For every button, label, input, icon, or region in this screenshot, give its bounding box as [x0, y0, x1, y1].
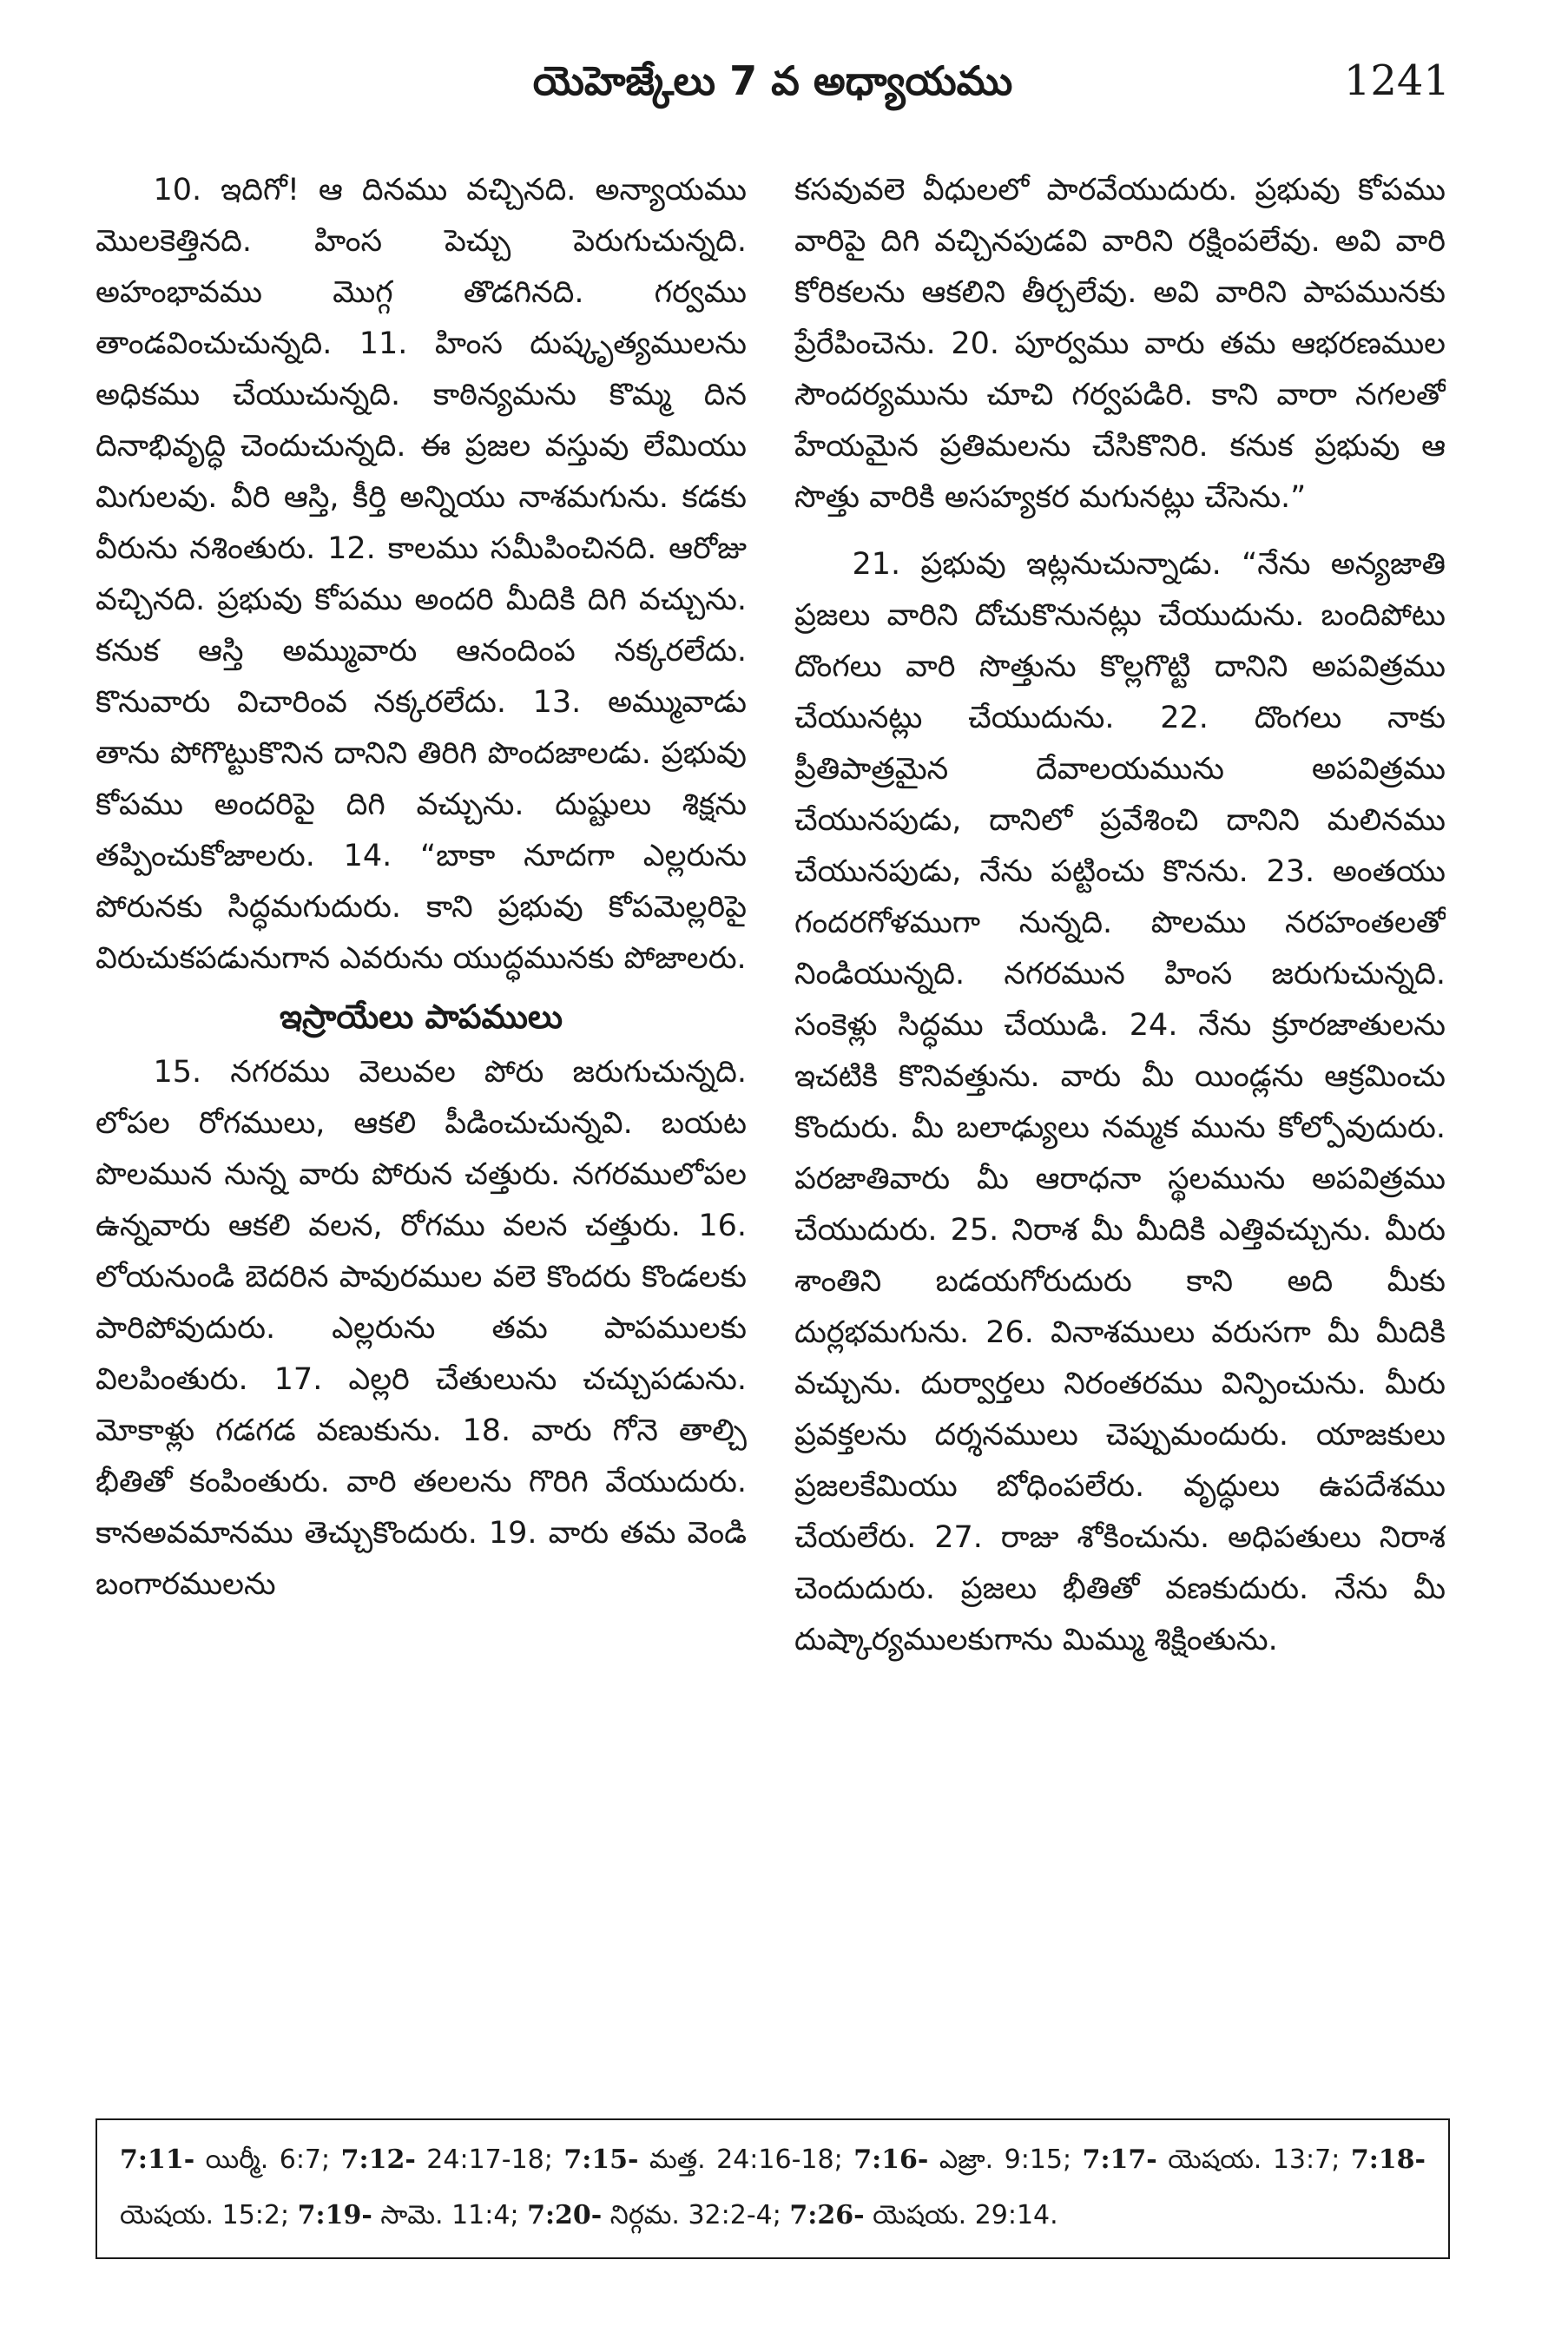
verses-21-27: 21. ప్రభువు ఇట్లనుచున్నాడు. “నేను అన్యజాతి ప్రజలు వారిని దోచుకొనునట్లు చేయుదును. బందిపోటు దొంగలు వారి సొత్తును కొల్లగొట్టి దానిని అపవిత్రము చేయునట్లు చేయుదును. 22. దొంగలు నాకు ప్రీతిపాత్రమైన దేవాలయమును అపవిత్రము చేయునపుడు, దానిలో ప్రవేశించి దానిని మలినము చేయునపుడు, నేను పట్టించు కొనను. 23. అంతయు గందరగోళముగా నున్నది. పొలము నరహంతలతో నిండియున్నది. నగరమున హింస జరుగుచున్నది. సంకెళ్లు సిద్ధము చేయుడి. 24. నేను క్రూరజాతులను ఇచటికి కొనివత్తును. వారు మీ యిండ్లను ఆక్రమించు కొందురు. మీ బలాఢ్యులు నమ్మక మును కోల్పోవుదురు. పరజాతివారు మీ ఆరాధనా స్థలమును అపవిత్రము చేయుదురు. 25. నిరాశ మీ మీదికి ఎత్తివచ్చును. మీరు శాంతిని బడయగోరుదురు కాని అది మీకు దుర్లభమగును. 26. వినాశములు వరుసగా మీ మీదికి వచ్చును. దుర్వార్తలు నిరంతరము విన్పించును. మీరు ప్రవక్తలను దర్శనములు చెప్పుమందురు. యాజకులు ప్రజలకేమియు బోధింపలేరు. వృద్ధులు ఉపదేశము చేయలేరు. 27. రాజు శోకించును. అధిపతులు నిరాశ చెందుదురు. ప్రజలు భీతితో వణకుదురు. నేను మీ దుష్కార్యములకుగాను మిమ్ము శిక్షింతును.	[794, 547, 1446, 1657]
page-number: 1241	[1343, 56, 1450, 105]
footnote-entry	[341, 2144, 564, 2175]
footnote-ref: 7:12-	[340, 2144, 416, 2175]
paragraph-gap	[794, 524, 1446, 539]
chapter-title: యెహెజ్కేలు 7 వ అధ్యాయము	[532, 57, 1013, 104]
footnote-ref: 7:17-	[1082, 2144, 1157, 2175]
left-column	[96, 165, 747, 2075]
footnote-ref: 7:26-	[789, 2200, 865, 2230]
verses-15-19: 15. నగరము వెలువల పోరు జరుగుచున్నది. లోపల రోగములు, ఆకలి పీడించుచున్నవి. బయట పొలమున నున్న వారు పోరున చత్తురు. నగరములోపల ఉన్నవారు ఆకలి వలన, రోగము వలన చత్తురు. 16. లోయనుండి బెదరిన పావురముల వలె కొందరు కొండలకు పారిపోవుదురు. ఎల్లరును తమ పాపములకు విలపింతురు. 17. ఎల్లరి చేతులును చచ్చుపడును. మోకాళ్లు గడగడ వణుకును. 18. వారు గోనె తాల్చి భీతితో కంపింతురు. వారి తలలను గొరిగి వేయుదురు. కానఅవమానము తెచ్చుకొందురు. 19. వారు తమ వెండి బంగారములను	[96, 1055, 747, 1602]
footnote-text: ఎజ్రా. 9:15;	[928, 2144, 1083, 2175]
footnote-ref: 7:15-	[563, 2144, 639, 2175]
footnote-text: యెషయ. 29:14.	[864, 2200, 1058, 2230]
page-header	[96, 50, 1450, 120]
footnote-text: 24:17-18;	[415, 2144, 564, 2175]
footnote-text: నిర్గమ. 32:2-4;	[602, 2200, 790, 2230]
section-heading: ఇస్రాయేలు పాపములు	[279, 998, 563, 1036]
right-column	[794, 165, 1446, 2075]
footnote-entry	[298, 2200, 527, 2230]
footnote-text: యిర్మీ. 6:7;	[194, 2144, 341, 2175]
footnote-text: యెషయ. 15:2;	[120, 2200, 298, 2230]
footnote-text: సామె. 11:4;	[372, 2200, 528, 2230]
footnote-ref: 7:19-	[297, 2200, 372, 2230]
footnote-entry	[853, 2144, 1082, 2175]
verses-10-19: 10. ఇదిగో! ఆ దినము వచ్చినది. అన్యాయము మొలకెత్తినది. హింస పెచ్చు పెరుగుచున్నది. అహంభావము మొగ్గ తొడగినది. గర్వము తాండవించుచున్నది. 11. హింస దుష్కృత్యములను అధికము చేయుచున్నది. కాఠిన్యమను కొమ్మ దిన దినాభివృద్ధి చెందుచున్నది. ఈ ప్రజల వస్తువు లేమియు మిగులవు. వీరి ఆస్తి, కీర్తి అన్నియు నాశమగును. కడకు వీరును నశింతురు. 12. కాలము సమీపించినది. ఆరోజు వచ్చినది. ప్రభువు కోపము అందరి మీదికి దిగి వచ్చును. కనుక ఆస్తి అమ్మువారు ఆనందింప నక్కరలేదు. కొనువారు విచారింవ నక్కరలేదు. 13. అమ్మువాడు తాను పోగొట్టుకొనిన దానిని తిరిగి పొందజాలడు. ప్రభువు కోపము అందరిపై దిగి వచ్చును. దుష్టులు శిక్షను తప్పించుకోజాలరు. 14. “బాకా నూదగా ఎల్లరును పోరునకు సిద్ధమగుదురు. కాని ప్రభువు కోపమెల్లరిపై విరుచుకపడునుగాన ఎవరును యుద్ధమునకు పోజాలరు.	[96, 173, 747, 976]
footnote-entry	[527, 2200, 789, 2230]
footnote-entry	[120, 2144, 341, 2175]
verses-19-20: కసవువలె వీధులలో పారవేయుదురు. ప్రభువు కోపము వారిపై దిగి వచ్చినపుడవి వారిని రక్షింపలేవు. అవి వారి కోరికలను ఆకలిని తీర్చలేవు. అవి వారిని పాపమునకు ప్రేరేపించెను. 20. పూర్వము వారు తమ ఆభరణముల సౌందర్యమును చూచి గర్వపడిరి. కాని వారా నగలతో హేయమైన ప్రతిమలను చేసికొనిరి. కనుక ప్రభువు ఆ సొత్తు వారికి అసహ్యకర మగునట్లు చేసెను.”	[794, 173, 1446, 515]
footnote-ref: 7:16-	[853, 2144, 929, 2175]
footnote-entry	[1083, 2144, 1351, 2175]
footnote-entry	[789, 2200, 1057, 2230]
footnote-ref: 7:11-	[120, 2144, 195, 2175]
footnote-ref: 7:20-	[527, 2200, 603, 2230]
footnote-text: యెషయ. 13:7;	[1156, 2144, 1351, 2175]
footnote-text: మత్త. 24:16-18;	[638, 2144, 854, 2175]
footnote-ref: 7:18-	[1350, 2144, 1426, 2175]
cross-reference-box	[96, 2118, 1450, 2259]
footnote-entry	[563, 2144, 853, 2175]
